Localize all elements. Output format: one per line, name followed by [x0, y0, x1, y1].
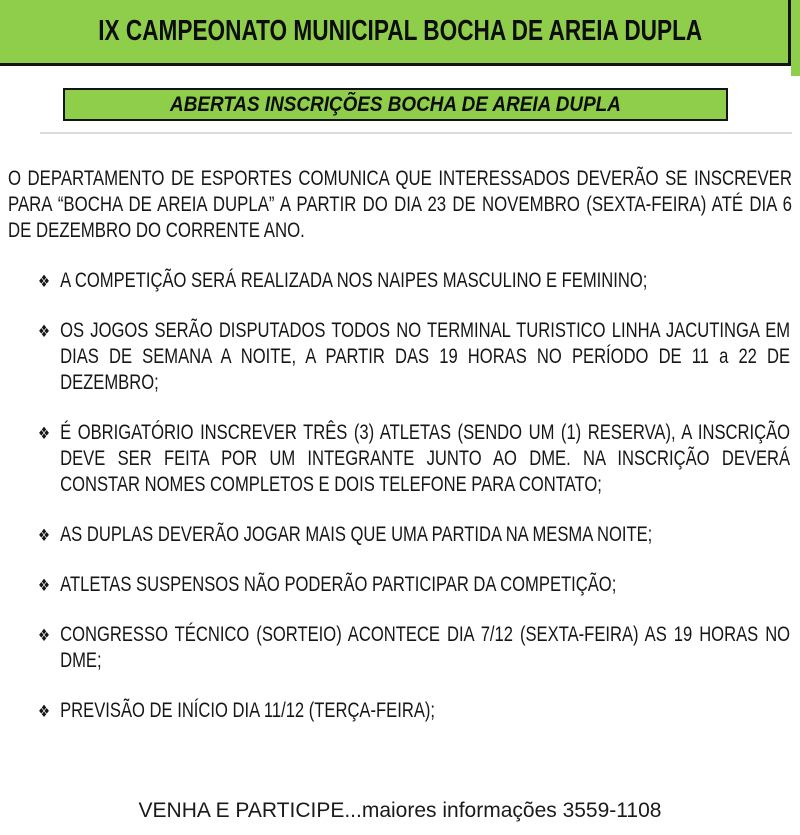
list-item-text: A COMPETIÇÃO SERÁ REALIZADA NOS NAIPES MASCULINO E FEMININO; [60, 269, 648, 292]
subtitle-banner [63, 88, 728, 121]
list-item-text: CONGRESSO TÉCNICO (SORTEIO) ACONTECE DIA 7/12 (SEXTA-FEIRA) AS 19 HORAS NO DME; [60, 623, 791, 672]
subtitle-text: ABERTAS INSCRIÇÕES BOCHA DE AREIA DUPLA [170, 92, 621, 116]
diamond-bullet-icon: ❖ [38, 526, 51, 546]
list-item [38, 522, 790, 548]
footer-contact-line: VENHA E PARTICIPE...maiores informações 3559-1108 [138, 799, 662, 822]
diamond-bullet-icon: ❖ [38, 424, 51, 444]
list-item-text: AS DUPLAS DEVERÃO JOGAR MAIS QUE UMA PARTIDA NA MESMA NOITE; [60, 523, 653, 546]
list-item [38, 420, 790, 498]
list-item-text: PREVISÃO DE INÍCIO DIA 11/12 (TERÇA-FEIRA); [60, 699, 436, 722]
intro-paragraph: O DEPARTAMENTO DE ESPORTES COMUNICA QUE INTERESSADOS DEVERÃO SE INSCREVER PARA “BOCHA DE AREIA DUPLA” A PARTIR DO DIA 23 DE NOVEMBRO (SEXTA-FEIRA) ATÉ DIA 6 DE DEZEMBRO DO CORRENTE ANO. [8, 167, 792, 242]
page-title: IX CAMPEONATO MUNICIPAL BOCHA DE AREIA DUPLA [97, 14, 703, 47]
banner-edge-sliver [791, 0, 800, 76]
banner-bottom-border [0, 63, 791, 66]
list-item-text: É OBRIGATÓRIO INSCREVER TRÊS (3) ATLETAS (SENDO UM (1) RESERVA), A INSCRIÇÃO DEVE SER FEITA POR UM INTEGRANTE JUNTO AO DME. NA INSCRIÇÃO DEVERÁ CONSTAR NOMES COMPLETOS E DOIS TELEFONE PARA CONTATO; [60, 421, 791, 496]
diamond-bullet-icon: ❖ [38, 576, 51, 596]
diamond-bullet-icon: ❖ [38, 322, 51, 342]
diamond-bullet-icon: ❖ [38, 626, 51, 646]
divider-rule [40, 132, 792, 134]
list-item [38, 318, 790, 396]
diamond-bullet-icon: ❖ [38, 702, 51, 722]
list-item-text: OS JOGOS SERÃO DISPUTADOS TODOS NO TERMINAL TURISTICO LINHA JACUTINGA EM DIAS DE SEMANA A NOITE, A PARTIR DAS 19 HORAS NO PERÍODO DE 11 a 22 DE DEZEMBRO; [60, 319, 791, 394]
main-title-banner [0, 0, 800, 66]
list-item [38, 572, 790, 598]
list-item [38, 268, 790, 294]
list-item-text: ATLETAS SUSPENSOS NÃO PODERÃO PARTICIPAR DA COMPETIÇÃO; [60, 573, 617, 596]
list-item [38, 622, 790, 674]
list-item [38, 698, 790, 724]
rules-list [38, 268, 790, 748]
diamond-bullet-icon: ❖ [38, 272, 51, 292]
